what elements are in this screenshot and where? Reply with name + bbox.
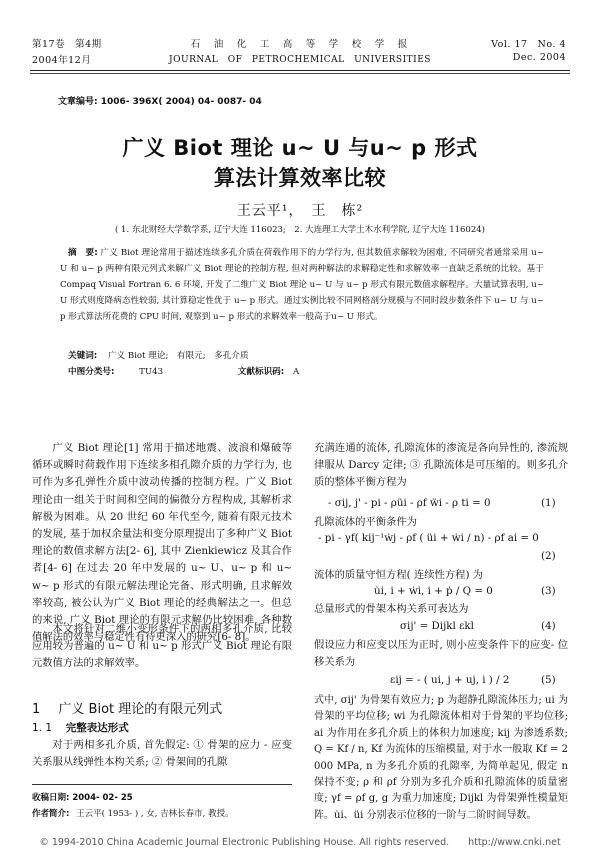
header-rule (30, 70, 570, 71)
footnote-author-label: 作者简介: (32, 809, 70, 819)
subsection-paragraph-1: 对于两相多孔介质, 首先假定: ① 骨架的应力 - 应变关系服从线弹性本构关系; ② 骨架间的孔隙 (32, 739, 292, 769)
classification (68, 365, 299, 377)
title-line-2: 算法计算效率比较 (214, 166, 386, 190)
doc-code-label: 文献标识码: (237, 367, 285, 377)
abstract-text: 广义 Biot 理论常用于描述连续多孔介质在荷载作用下的力学行为, 但其数值求解较为困难, 不同研究者通常采用 u~ U 和 u~ p 两种有限元列式来解广义 Biot 理论的控制方程, 但对两种解法的求解稳定性和求解效率一直缺乏系统的比较。基于 Compaq Visual Fortran 6. 6 环境, 开发了二维广义 Biot 理论 u~ U 与 u~ p 形式有限元数值求解程序。大量试算表明, u~ U 形式则度降病态性较弱, 其计算稳定性优于 u~ p 形式。通过实例比较不同网格剖分规模与不同时段步数条件下 u~ U 与 u~ p 形式算法所花费的 CPU 时间, 观察到 u~ p 形式的求解效率一般高于u~ U 形式。 (60, 248, 545, 322)
right-paragraph-1: 充满连通的流体, 孔隙流体的渗流是各向异性的, 渗流规律服从 Darcy 定律; ③ 孔隙流体是可压缩的。则多孔介质的整体平衡方程为 (314, 442, 568, 489)
header-journal-cn: 石 油 化 工 高 等 学 校 学 报 (190, 39, 410, 50)
title-line-1: 广义 Biot 理论 u~ U 与u~ p 形式 (122, 136, 478, 160)
equation-3-number: (3) (541, 585, 556, 597)
intro-paragraph-2: 本文将针对二维小变形条件下的两相多孔介质, 比较应用较为普遍的 u~ U 和 u~ p 形式广义 Biot 理论有限元数值方法的求解效率。 (32, 623, 292, 670)
section-title: 广义 Biot 理论的有限元列式 (58, 702, 223, 717)
equation-5: εij = - ( ui, j + uj, i ) / 2 (390, 674, 510, 686)
article-number: 文章编号: 1006- 396X( 2004) 04- 0087- 04 (58, 97, 262, 107)
clc-value: TU43 (139, 367, 164, 377)
header-volume-issue-en: Vol. 17 No. 4 (491, 39, 566, 50)
equation-4-number: (4) (541, 620, 556, 632)
copyright-text: © 1994-2010 China Academic Journal Electronic Publishing House. All rights reserved. http://www.cnki.net (39, 837, 561, 848)
section-heading-1 (32, 698, 222, 717)
header-date-cn: 2004年12月 (32, 55, 92, 66)
equation-4: σij' = Dijkl εkl (400, 620, 474, 632)
abstract (60, 245, 544, 325)
subsection-number: 1. 1 (32, 722, 53, 734)
header-rule-thin (30, 73, 570, 74)
footnote-author (32, 807, 234, 819)
keywords-label: 关键词: (68, 351, 98, 361)
header-volume-issue-cn: 第17卷 第4期 (32, 39, 102, 50)
equation-2-number: (2) (541, 550, 556, 562)
equation-5-number: (5) (541, 674, 556, 686)
footnote-received: 收稿日期: 2004- 02- 25 (32, 793, 133, 803)
intro-paragraph-1: 广义 Biot 理论[1] 常用于描述地震、波浪和爆破等循环或瞬时荷载作用下连续多相孔隙介质的力学行为, 也可作为多孔弹性介质中波动传播的控制方程。广义 Biot 理论由一组关于时间和空间的偏微分方程构成, 其解析求解极为困难。从 20 世纪 60 年代至今, 随着有限元技术的发展, 基于加权余量法和变分原理提出了多种广义 Biot 理论的数值求解方法[2- 6], 其中 Zienkiewicz 及其合作者[4- 6] 在过去 20 年中发展的 u~ U、u~ p 和 u~ w~ p 形式的有限元解法理论完备、形式明确, 且求解效率较高, 被公认为广义 Biot 理论的经典解法之一。但总的来说, 广义 Biot 理论的有限元求解仍比较困难, 各种数值解法的效率与稳定性有待更深入的研究[6- 8]。 (32, 442, 292, 644)
equation-1: - σij, j' - pi - ρüi - ρf ẅi - ρ ti = 0 (328, 497, 491, 509)
header-date-en: Dec. 2004 (512, 52, 566, 63)
right-paragraph-6: 式中, σij' 为骨架有效应力; p 为超静孔隙流体压力; ui 为骨架的平均位移; wi 为孔隙流体相对于骨架的平均位移; ai 为作用在多孔介质上的体积力加速度; kij 为渗透系数; Q = Kf / n, Kf 为流体的压缩模量, 对于水一般取 Kf = 2 000 MPa, n 为多孔介质的孔隙率, 为简单起见, 假定 n 保持不变; ρ 和 ρf 分别为多孔介质和孔隙流体的质量密度; γf = ρf g, g 为重力加速度; Dijkl 为骨架弹性模量矩阵。u̇i、üi 分别表示位移的一阶与二阶时间导数。 (314, 695, 568, 821)
right-paragraph-4: 总量形式的骨架本构关系可表达为 (314, 603, 469, 615)
copyright-strip (0, 830, 600, 849)
keywords-text: 广义 Biot 理论; 有限元; 多孔介质 (107, 351, 249, 361)
equation-2: - pi - γf( kij⁻¹ẇj - ρf ( üi + ẇi / n) - ρf ai = 0 (318, 532, 539, 544)
header-journal-en: JOURNAL OF PETROCHEMICAL UNIVERSITIES (169, 55, 431, 65)
clc-label: 中图分类号: (68, 367, 115, 377)
footnote-rule (32, 784, 292, 785)
affiliation: ( 1. 东北财经大学数学系, 辽宁大连 116023; 2. 大连理工大学土木水利学院, 辽宁大连 116024) (115, 225, 485, 235)
equation-1-number: (1) (541, 497, 556, 509)
footnote-author-text: 王云平( 1953- ) , 女, 吉林长春市, 教授。 (76, 809, 234, 819)
right-paragraph-3: 流体的质量守恒方程( 连续性方程) 为 (314, 569, 484, 581)
right-paragraph-5: 假设应力和应变以压为正时, 则小应变条件下的应变- 位移关系为 (314, 639, 568, 669)
section-number: 1 (32, 702, 41, 717)
subsection-heading-1-1 (32, 720, 129, 735)
right-paragraph-2: 孔隙流体的平衡条件为 (314, 516, 417, 528)
abstract-label: 摘 要: (68, 248, 98, 258)
subsection-title: 完整表达形式 (65, 722, 129, 734)
equation-3: u̇i, i + ẇi, i + ṗ / Q = 0 (374, 585, 493, 597)
doc-code-value: A (292, 367, 300, 377)
keywords (68, 349, 249, 361)
authors: 王云平¹， 王 栋² (236, 203, 364, 219)
